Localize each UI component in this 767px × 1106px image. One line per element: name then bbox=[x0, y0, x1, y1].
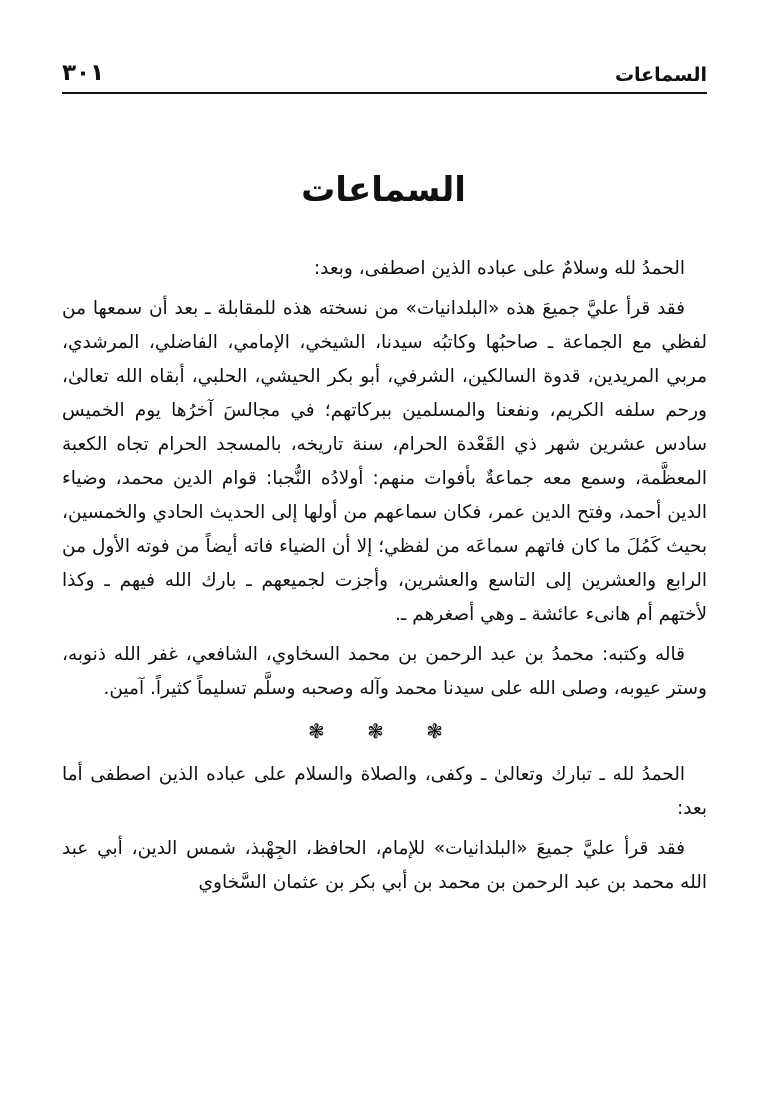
page-number: ٣٠١ bbox=[62, 60, 105, 86]
paragraph-second-main: فقد قرأ عليَّ جميعَ «البلدانيات» للإمام، الحافظ، الجِهْبذ، شمس الدين، أبي عبد الله محمد بن عبد الرحمن بن محمد بن أبي بكر بن عثمان السَّخاوي bbox=[62, 838, 707, 893]
running-title: السماعات bbox=[614, 64, 707, 86]
paragraph-main: فقد قرأ عليَّ جميعَ هذه «البلدانيات» من نسخته هذه للمقابلة ـ بعد أن سمعها من لفظي مع الجماعة ـ صاحبُها وكاتبُه سيدنا، الشيخي، الإمامي، الفاضلي، المرشدي، مربي المريدين، قدوة السالكين، الشرفي، أبو بكر الحيشي، الحلبي، أبقاه الله تعالىٰ، ورحم سلفه الكريم، ونفعنا والمسلمين ببركاتهم؛ في مجالسَ آخرُها يوم الخميس سادس عشرين شهر ذي القَعْدة الحرام، سنة تاريخه، بالمسجد الحرام تجاه الكعبة المعظَّمة، وسمع معه جماعةٌ بأفوات منهم: أولادُه النُّجبا: قوام الدين محمد، وضياء الدين أحمد، وفتح الدين عمر، فكان سماعهم من أولها إلى الحديث الحادي والخمسين، بحيث كَمُلَ ما كان فاتهم سماعَه من لفظي؛ إلا أن الضياء فاته أيضاً من فوته الأول من الرابع والعشرين إلى التاسع والعشرين، وأجزت لجميعهم ـ بارك الله فيهم ـ وكذا لأختهم أم هانىء عائشة ـ وهي أصغرهم ـ. bbox=[62, 298, 707, 625]
paragraph-second-opening: الحمدُ لله ـ تبارك وتعالىٰ ـ وكفى، والصلاة والسلام على عباده الذين اصطفى أما بعد: bbox=[62, 764, 707, 819]
paragraph-opening: الحمدُ لله وسلامٌ على عباده الذين اصطفى، وبعد: bbox=[313, 258, 685, 279]
chapter-title: السماعات bbox=[301, 170, 466, 210]
body-text bbox=[62, 252, 707, 906]
running-header bbox=[62, 58, 707, 94]
section-separator: ❃ ❃ ❃ bbox=[308, 719, 461, 743]
paragraph-signature: قاله وكتبه: محمدُ بن عبد الرحمن بن محمد السخاوي، الشافعي، غفر الله ذنوبه، وستر عيوبه، وصلى الله على سيدنا محمد وآله وصحبه وسلَّم تسليماً كثيراً. آمين. bbox=[62, 644, 707, 699]
